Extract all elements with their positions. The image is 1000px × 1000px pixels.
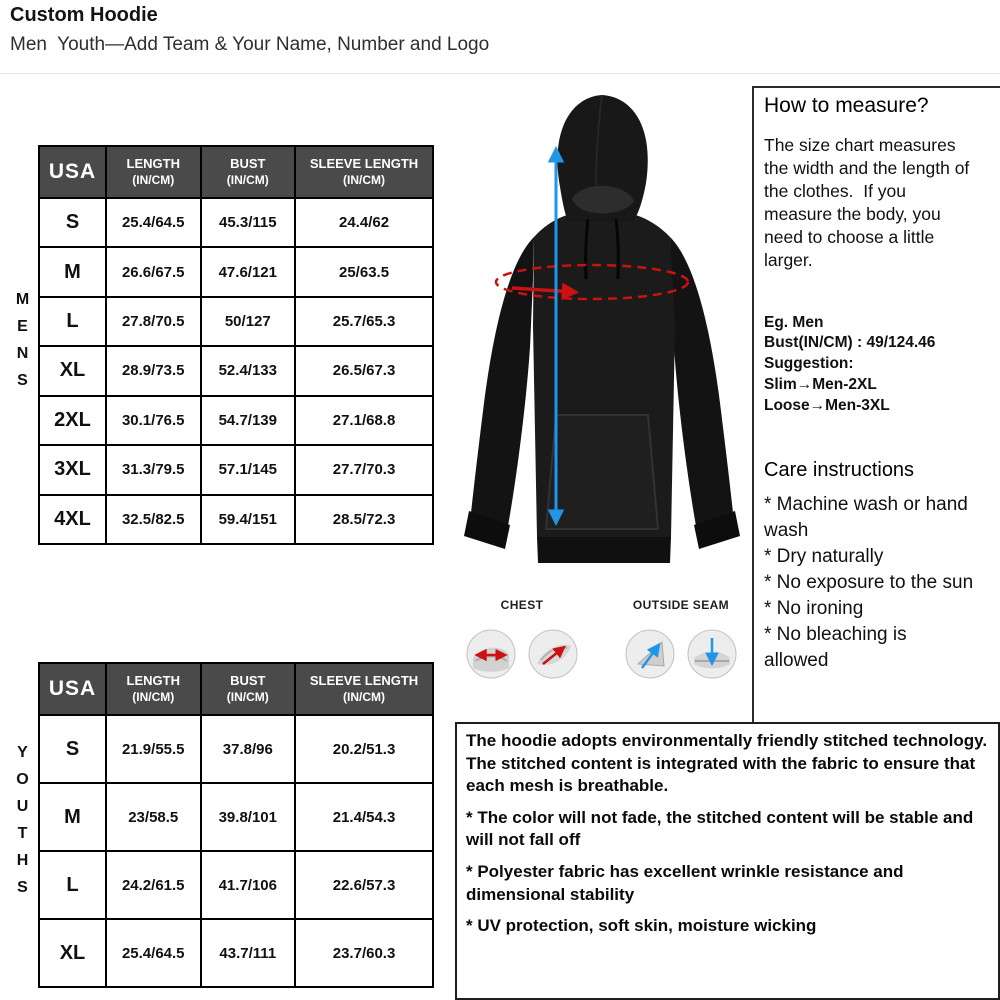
table-row [39,851,433,919]
sleeve-cell: 27.1/68.8 [295,396,433,445]
chest-label: CHEST [500,598,544,612]
sleeve-cell: 23.7/60.3 [295,919,433,987]
length-cell: 23/58.5 [106,783,201,851]
product-info-paragraph: The hoodie adopts environmentally friendly stitched technology. The stitched content is integrated with the fabric to ensure that each mesh is breathable. [466,731,988,796]
length-cell: 25.4/64.5 [106,919,201,987]
header-divider [0,73,1000,74]
length-cell: 32.5/82.5 [106,495,201,544]
mens-size-table [6,145,434,545]
chest-icon-group [462,598,582,680]
sleeve-cell: 21.4/54.3 [295,783,433,851]
size-cell: 2XL [39,396,106,445]
sleeve-cell: 27.7/70.3 [295,445,433,494]
care-item: * Machine wash or hand wash [764,494,968,542]
care-item: * No exposure to the sun [764,572,974,594]
youths-header-row [39,663,433,715]
youths-size-grid [38,662,434,988]
length-header-cell: LENGTH (IN/CM) [106,146,201,198]
length-cell: 21.9/55.5 [106,715,201,783]
bust-cell: 47.6/121 [201,247,296,296]
length-cell: 27.8/70.5 [106,297,201,346]
outside-seam-icon-group [608,598,754,680]
size-cell: S [39,715,106,783]
size-cell: 3XL [39,445,106,494]
sleeve-header-cell: SLEEVE LENGTH (IN/CM) [295,663,433,715]
sleeve-cell: 28.5/72.3 [295,495,433,544]
table-row [39,919,433,987]
table-row [39,247,433,296]
page-title: Custom Hoodie [10,4,158,26]
care-instructions-list [764,492,976,674]
sleeve-cell: 25/63.5 [295,247,433,296]
table-row [39,715,433,783]
youths-side-label [6,662,38,988]
suggestion-line: Loose→Men-3XL [764,397,890,415]
seam-length-arrow-icon [686,628,738,680]
table-row [39,297,433,346]
outside-seam-label: OUTSIDE SEAM [632,598,730,612]
mens-header-row [39,146,433,198]
product-info-paragraph: * The color will not fade, the stitched content will be stable and will not fall off [466,807,974,850]
size-cell: M [39,247,106,296]
youths-size-table [6,662,434,988]
care-item: * No bleaching is allowed [764,624,907,672]
length-cell: 30.1/76.5 [106,396,201,445]
bust-cell: 57.1/145 [201,445,296,494]
product-info-box [455,722,1000,1000]
sleeve-cell: 26.5/67.3 [295,346,433,395]
mens-side-label [6,145,38,545]
bust-cell: 39.8/101 [201,783,296,851]
bust-cell: 54.7/139 [201,396,296,445]
chest-girth-arrow-icon [527,628,579,680]
length-cell: 31.3/79.5 [106,445,201,494]
size-suggestion-block [764,313,976,418]
bust-cell: 50/127 [201,297,296,346]
size-cell: 4XL [39,495,106,544]
care-item: * Dry naturally [764,546,884,568]
bust-cell: 37.8/96 [201,715,296,783]
bust-header-cell: BUST (IN/CM) [201,663,296,715]
sleeve-cell: 20.2/51.3 [295,715,433,783]
size-cell: S [39,198,106,247]
suggestion-line: Bust(IN/CM) : 49/124.46 [764,334,936,352]
bust-cell: 41.7/106 [201,851,296,919]
usa-header-cell: USA [39,146,106,198]
how-to-measure-title: How to measure? [764,94,929,117]
right-panel-top-divider [752,86,1000,88]
bust-cell: 52.4/133 [201,346,296,395]
sleeve-cell: 25.7/65.3 [295,297,433,346]
length-cell: 24.2/61.5 [106,851,201,919]
youths-side-label-text: YOUTHS [14,744,31,906]
size-cell: XL [39,346,106,395]
length-cell: 28.9/73.5 [106,346,201,395]
right-panel-left-divider [752,86,754,724]
length-cell: 26.6/67.5 [106,247,201,296]
sleeve-cell: 22.6/57.3 [295,851,433,919]
care-item: * No ironing [764,598,864,620]
sleeve-cell: 24.4/62 [295,198,433,247]
usa-header-cell: USA [39,663,106,715]
table-row [39,445,433,494]
size-cell: M [39,783,106,851]
suggestion-line: Eg. Men [764,313,824,331]
bust-cell: 45.3/115 [201,198,296,247]
suggestion-line: Suggestion: [764,355,854,373]
mens-side-label-text: MENS [14,291,31,399]
bust-cell: 43.7/111 [201,919,296,987]
bust-header-cell: BUST (IN/CM) [201,146,296,198]
product-info-paragraph: * UV protection, soft skin, moisture wicking [466,916,817,936]
size-cell: XL [39,919,106,987]
table-row [39,346,433,395]
how-to-measure-description: The size chart measures the width and the length of the clothes. If you measure the body, you need to choose a little larger. [764,135,975,271]
page-header [10,4,489,56]
length-header-cell: LENGTH (IN/CM) [106,663,201,715]
table-row [39,783,433,851]
size-cell: L [39,851,106,919]
bust-cell: 59.4/151 [201,495,296,544]
hoodie-image [438,85,742,597]
page-subtitle: Men Youth—Add Team & Your Name, Number and Logo [10,34,490,55]
size-cell: L [39,297,106,346]
sleeve-header-cell: SLEEVE LENGTH (IN/CM) [295,146,433,198]
table-row [39,495,433,544]
care-instructions-title: Care instructions [764,459,915,482]
table-row [39,198,433,247]
seam-diagonal-arrow-icon [624,628,676,680]
hoodie-drawing [438,85,742,597]
mens-size-grid [38,145,434,545]
product-info-paragraph: * Polyester fabric has excellent wrinkle resistance and dimensional stability [466,862,904,904]
suggestion-line: Slim→Men-2XL [764,376,877,394]
table-row [39,396,433,445]
length-cell: 25.4/64.5 [106,198,201,247]
measurement-icons [440,598,760,698]
how-to-measure-panel [764,94,976,674]
chest-width-arrow-icon [465,628,517,680]
